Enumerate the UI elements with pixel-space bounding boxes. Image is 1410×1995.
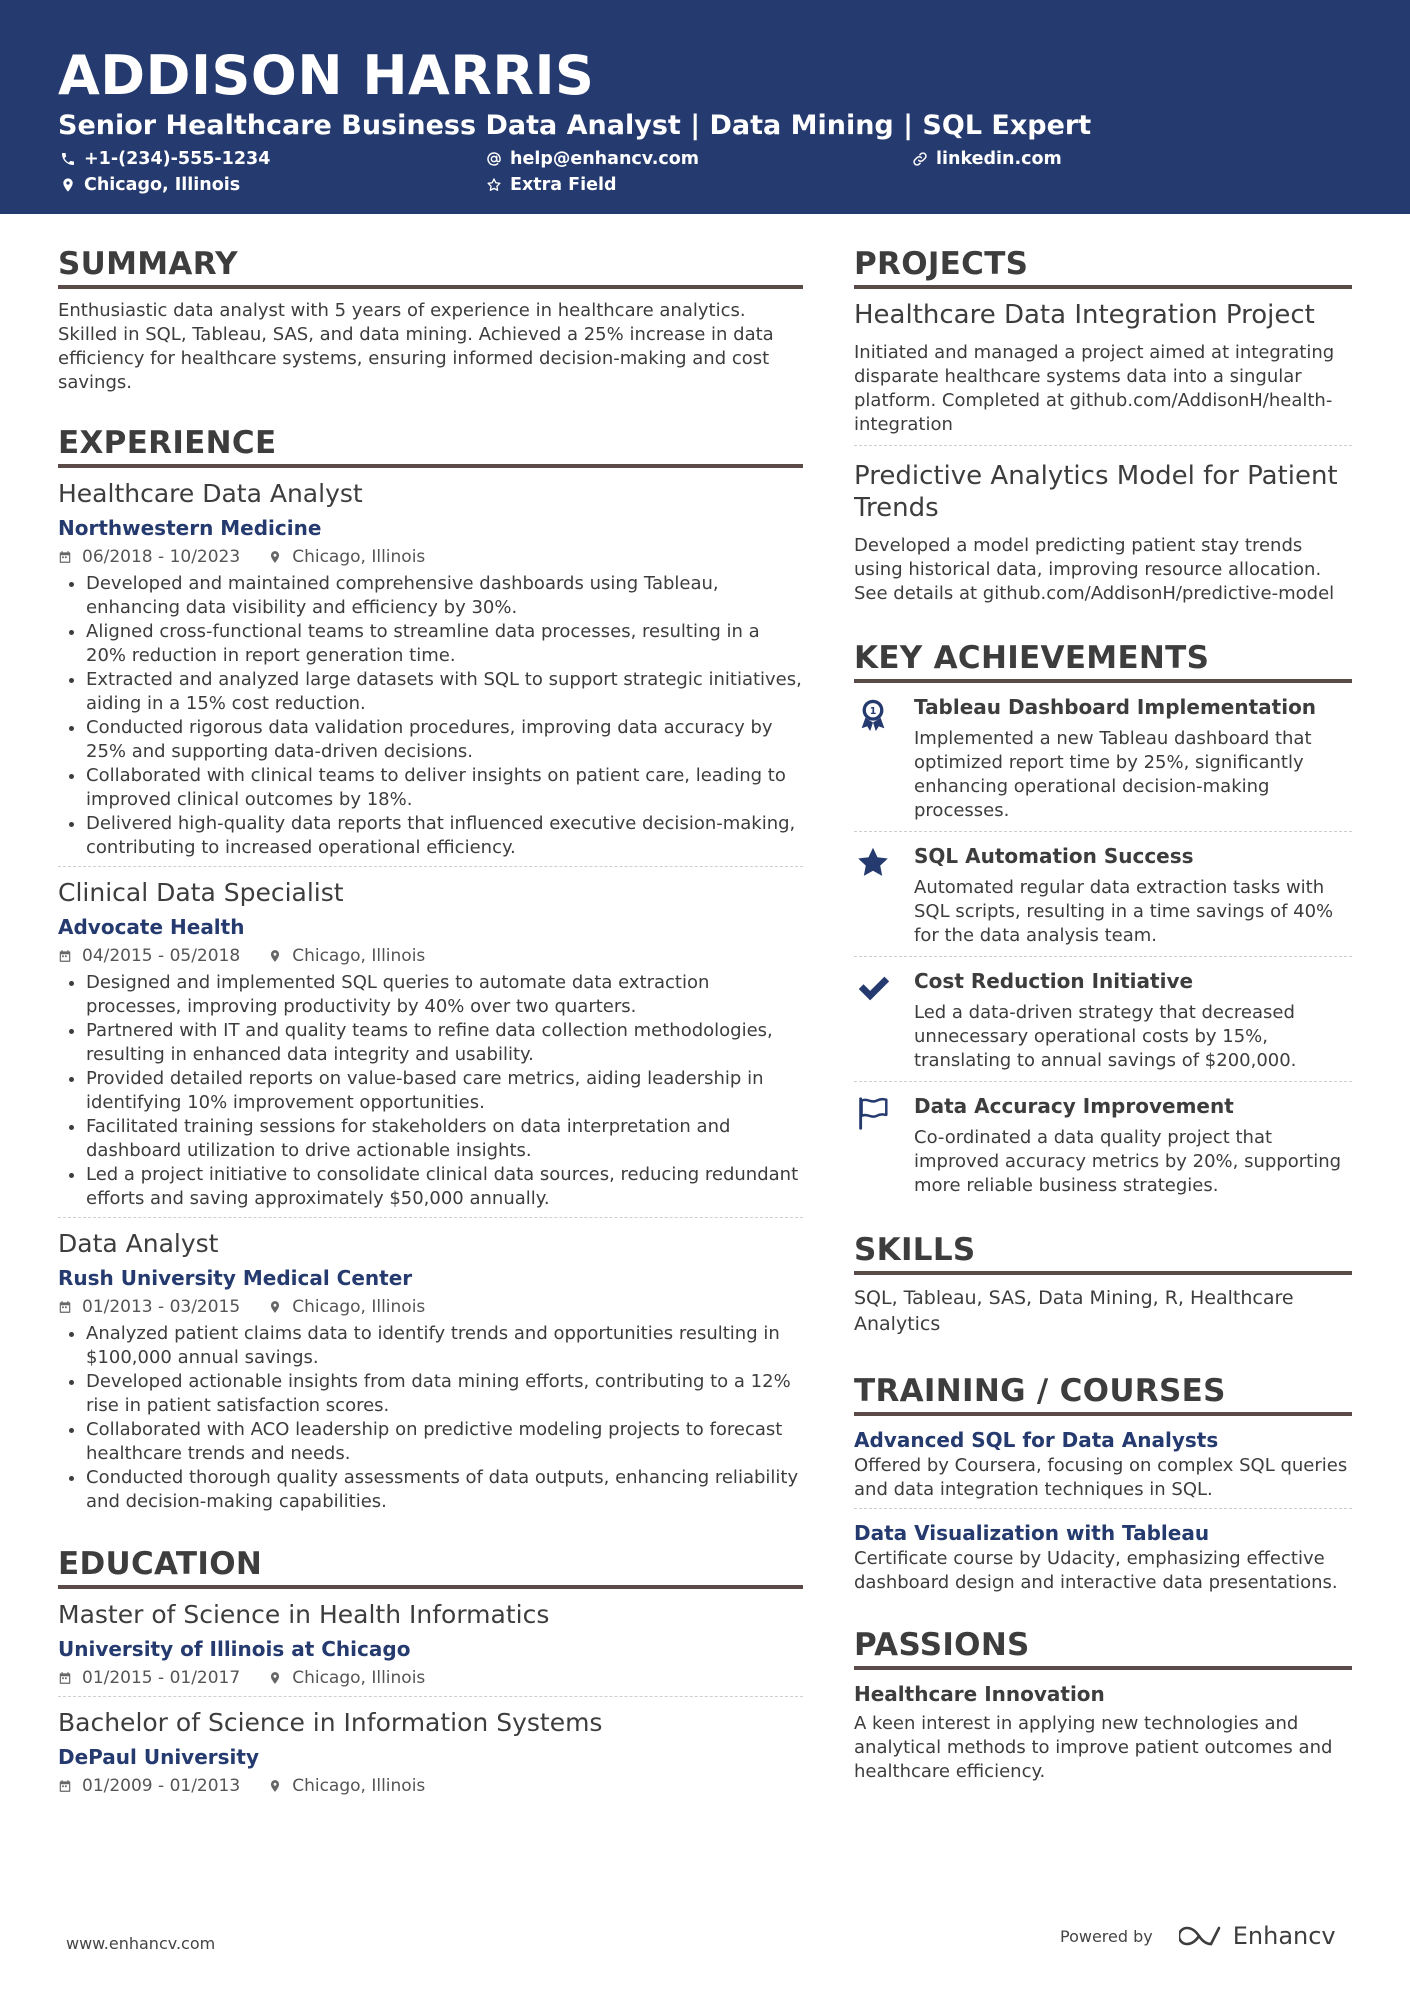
star-icon bbox=[854, 842, 914, 948]
passions-heading: PASSIONS bbox=[854, 1627, 1352, 1670]
achievement-title: SQL Automation Success bbox=[914, 844, 1194, 868]
location-text: Chicago, Illinois bbox=[84, 175, 241, 195]
passion-description: A keen interest in applying new technologies and analytical methods to improve patient outcomes and healthcare efficiency. bbox=[854, 1713, 1333, 1782]
achievement-description: Automated regular data extraction tasks with SQL scripts, resulting in a time savings of 40% for the data analysis team. bbox=[914, 877, 1334, 946]
project-title: Predictive Analytics Model for Patient Trends bbox=[854, 461, 1338, 523]
experience-entry bbox=[58, 478, 803, 867]
project-description: Initiated and managed a project aimed at integrating disparate healthcare systems data into a singular platform. Completed at github.com/AddisonH/health-integration bbox=[854, 342, 1335, 435]
email-text: help@enhancv.com bbox=[510, 149, 700, 169]
job-title: Healthcare Data Analyst bbox=[58, 479, 363, 508]
map-pin-icon bbox=[60, 177, 76, 193]
education-location: Chicago, Illinois bbox=[292, 1776, 426, 1796]
experience-section bbox=[58, 425, 803, 1520]
projects-heading: PROJECTS bbox=[854, 246, 1352, 289]
calendar-icon bbox=[58, 550, 72, 564]
linkedin-text: linkedin.com bbox=[936, 149, 1062, 169]
brand-name: Enhancv bbox=[1232, 1922, 1336, 1950]
job-meta bbox=[58, 944, 803, 968]
job-location: Chicago, Illinois bbox=[292, 946, 426, 966]
achievement-description: Implemented a new Tableau dashboard that optimized report time by 25%, significantly enhancing operational decision-making processes. bbox=[914, 728, 1312, 821]
course-entry bbox=[854, 1426, 1352, 1509]
skills-section bbox=[854, 1232, 1352, 1337]
map-pin-icon bbox=[268, 550, 282, 564]
education-section bbox=[58, 1546, 803, 1804]
job-bullets bbox=[58, 1322, 803, 1514]
achievements-section bbox=[854, 640, 1352, 1206]
summary-heading: SUMMARY bbox=[58, 246, 803, 289]
degree-title: Bachelor of Science in Information Systems bbox=[58, 1708, 603, 1737]
candidate-headline: Senior Healthcare Business Data Analyst | Data Mining | SQL Expert bbox=[58, 110, 1092, 141]
map-pin-icon bbox=[268, 1779, 282, 1793]
bullet-item: • Facilitated training sessions for stakeholders on data interpretation and dashboard utilization to drive actionable insights. bbox=[86, 1115, 803, 1163]
education-dates: 01/2015 - 01/2017 bbox=[82, 1668, 241, 1688]
left-column bbox=[58, 246, 803, 1834]
projects-section bbox=[854, 246, 1352, 614]
passion-title: Healthcare Innovation bbox=[854, 1682, 1105, 1706]
company-name: Northwestern Medicine bbox=[58, 516, 322, 540]
job-bullets bbox=[58, 572, 803, 860]
education-heading: EDUCATION bbox=[58, 1546, 803, 1589]
achievement-entry bbox=[854, 842, 1352, 957]
job-location: Chicago, Illinois bbox=[292, 547, 426, 567]
bullet-item: • Collaborated with ACO leadership on predictive modeling projects to forecast healthcare trends and needs. bbox=[86, 1418, 803, 1466]
project-entry bbox=[854, 460, 1352, 614]
school-name: DePaul University bbox=[58, 1745, 259, 1769]
achievement-entry bbox=[854, 693, 1352, 832]
right-column bbox=[854, 246, 1352, 1814]
contact-linkedin[interactable] bbox=[912, 149, 1062, 169]
bullet-item: • Led a project initiative to consolidate clinical data sources, reducing redundant efforts and saving approximately $50,000 annually. bbox=[86, 1163, 803, 1211]
job-location: Chicago, Illinois bbox=[292, 1297, 426, 1317]
calendar-icon bbox=[58, 1779, 72, 1793]
resume-header bbox=[0, 0, 1410, 214]
award-ribbon-icon bbox=[854, 693, 914, 823]
bullet-item: • Provided detailed reports on value-based care metrics, aiding leadership in identifying 10% improvement opportunities. bbox=[86, 1067, 803, 1115]
at-sign-icon bbox=[486, 151, 502, 167]
job-dates: 04/2015 - 05/2018 bbox=[82, 946, 241, 966]
skills-heading: SKILLS bbox=[854, 1232, 1352, 1275]
link-icon bbox=[912, 151, 928, 167]
footer-website[interactable]: www.enhancv.com bbox=[66, 1934, 216, 1953]
bullet-item: • Analyzed patient claims data to identify trends and opportunities resulting in $100,000 annual savings. bbox=[86, 1322, 803, 1370]
svg-text:1: 1 bbox=[869, 706, 877, 717]
achievement-entry bbox=[854, 967, 1352, 1082]
job-meta bbox=[58, 545, 803, 569]
experience-heading: EXPERIENCE bbox=[58, 425, 803, 468]
contact-phone[interactable] bbox=[60, 149, 270, 169]
company-name: Advocate Health bbox=[58, 915, 245, 939]
flag-icon bbox=[854, 1092, 914, 1198]
candidate-name: ADDISON HARRIS bbox=[58, 44, 595, 107]
job-title: Data Analyst bbox=[58, 1229, 219, 1258]
job-meta bbox=[58, 1295, 803, 1319]
course-title: Data Visualization with Tableau bbox=[854, 1521, 1210, 1545]
contact-email[interactable] bbox=[486, 149, 699, 169]
contact-extra bbox=[486, 175, 617, 195]
school-name: University of Illinois at Chicago bbox=[58, 1637, 411, 1661]
achievement-title: Data Accuracy Improvement bbox=[914, 1094, 1234, 1118]
summary-section bbox=[58, 246, 803, 395]
achievement-title: Tableau Dashboard Implementation bbox=[914, 695, 1317, 719]
course-description: Offered by Coursera, focusing on complex SQL queries and data integration techniques in SQL. bbox=[854, 1455, 1348, 1500]
calendar-icon bbox=[58, 1300, 72, 1314]
bullet-item: • Designed and implemented SQL queries to automate data extraction processes, improving productivity by 40% over two quarters. bbox=[86, 971, 803, 1019]
achievement-description: Led a data-driven strategy that decreased unnecessary operational costs by 15%, translating to annual savings of $200,000. bbox=[914, 1002, 1297, 1071]
project-entry bbox=[854, 299, 1352, 446]
bullet-item: • Partnered with IT and quality teams to refine data collection methodologies, resulting in enhanced data integrity and usability. bbox=[86, 1019, 803, 1067]
achievement-description: Co-ordinated a data quality project that improved accuracy metrics by 20%, supporting more reliable business strategies. bbox=[914, 1127, 1342, 1196]
job-bullets bbox=[58, 971, 803, 1211]
map-pin-icon bbox=[268, 1300, 282, 1314]
job-title: Clinical Data Specialist bbox=[58, 878, 344, 907]
bullet-item: • Conducted rigorous data validation procedures, improving data accuracy by 25% and supporting data-driven decisions. bbox=[86, 716, 803, 764]
calendar-icon bbox=[58, 949, 72, 963]
footer-branding[interactable] bbox=[1060, 1922, 1336, 1950]
education-meta bbox=[58, 1666, 803, 1690]
bullet-item: • Developed and maintained comprehensive dashboards using Tableau, enhancing data visibility and efficiency by 30%. bbox=[86, 572, 803, 620]
project-description: Developed a model predicting patient stay trends using historical data, improving resource allocation. See details at github.com/AddisonH/predictive-model bbox=[854, 535, 1335, 604]
map-pin-icon bbox=[268, 1671, 282, 1685]
summary-text: Enthusiastic data analyst with 5 years of experience in healthcare analytics. Skilled in SQL, Tableau, SAS, and data mining. Achieved a 25% increase in data efficiency for healthcare systems, ensuring informed decision-making and cost savings. bbox=[58, 300, 774, 393]
powered-by-label: Powered by bbox=[1060, 1926, 1153, 1946]
achievement-title: Cost Reduction Initiative bbox=[914, 969, 1194, 993]
bullet-item: • Conducted thorough quality assessments of data outputs, enhancing reliability and decision-making capabilities. bbox=[86, 1466, 803, 1514]
bullet-item: • Aligned cross-functional teams to streamline data processes, resulting in a 20% reduction in report generation time. bbox=[86, 620, 803, 668]
passions-section bbox=[854, 1627, 1352, 1784]
education-meta bbox=[58, 1774, 803, 1798]
skills-list: SQL, Tableau, SAS, Data Mining, R, Healthcare Analytics bbox=[854, 1287, 1294, 1335]
bullet-item: • Developed actionable insights from data mining efforts, contributing to a 12% rise in patient satisfaction scores. bbox=[86, 1370, 803, 1418]
achievements-heading: KEY ACHIEVEMENTS bbox=[854, 640, 1352, 683]
star-outline-icon bbox=[486, 177, 502, 193]
bullet-item: • Delivered high-quality data reports that influenced executive decision-making, contributing to increased operational efficiency. bbox=[86, 812, 803, 860]
map-pin-icon bbox=[268, 949, 282, 963]
calendar-icon bbox=[58, 1671, 72, 1685]
course-title: Advanced SQL for Data Analysts bbox=[854, 1428, 1219, 1452]
course-entry bbox=[854, 1519, 1352, 1601]
bullet-item: • Collaborated with clinical teams to deliver insights on patient care, leading to improved clinical outcomes by 18%. bbox=[86, 764, 803, 812]
phone-text: +1-(234)-555-1234 bbox=[84, 149, 271, 169]
enhancv-logo-icon bbox=[1179, 1924, 1225, 1948]
checkmark-icon bbox=[854, 967, 914, 1073]
course-description: Certificate course by Udacity, emphasizing effective dashboard design and interactive data presentations. bbox=[854, 1548, 1338, 1593]
experience-entry bbox=[58, 877, 803, 1218]
education-dates: 01/2009 - 01/2013 bbox=[82, 1776, 241, 1796]
phone-icon bbox=[60, 151, 76, 167]
contact-location bbox=[60, 175, 240, 195]
bullet-item: • Extracted and analyzed large datasets with SQL to support strategic initiatives, aiding in a 15% cost reduction. bbox=[86, 668, 803, 716]
achievement-entry bbox=[854, 1092, 1352, 1206]
training-heading: TRAINING / COURSES bbox=[854, 1373, 1352, 1416]
education-location: Chicago, Illinois bbox=[292, 1668, 426, 1688]
extra-field-text: Extra Field bbox=[510, 175, 617, 195]
project-title: Healthcare Data Integration Project bbox=[854, 300, 1315, 330]
job-dates: 01/2013 - 03/2015 bbox=[82, 1297, 241, 1317]
education-entry bbox=[58, 1707, 803, 1804]
training-section bbox=[854, 1373, 1352, 1601]
job-dates: 06/2018 - 10/2023 bbox=[82, 547, 241, 567]
experience-entry bbox=[58, 1228, 803, 1520]
company-name: Rush University Medical Center bbox=[58, 1266, 413, 1290]
education-entry bbox=[58, 1599, 803, 1697]
degree-title: Master of Science in Health Informatics bbox=[58, 1600, 550, 1629]
